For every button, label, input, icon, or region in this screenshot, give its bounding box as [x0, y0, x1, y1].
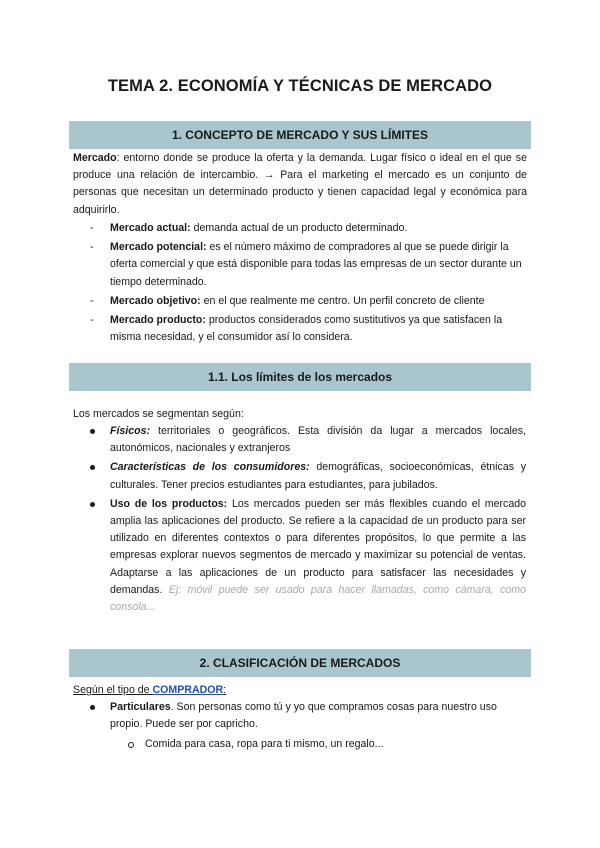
item-text: es el número máximo de compradores al que se puede dirigir la oferta comercial y que está disponible para todas las empresas de un sector durante un tiempo determinado. — [110, 241, 522, 288]
text-mercado: : entorno donde se produce la oferta y la demanda. Lugar físico o ideal en el que se produce una relación de intercambio. → Para el marketing el mercado es un conjunto de personas que necesitan un determinado producto y tienen capacidad legal y económica para adquirirlo. — [73, 152, 527, 216]
item-term: Físicos: — [110, 425, 151, 437]
item-text: demográficas, socioeconómicas, étnicas y culturales. Tener precios estudiantes para estudiantes, para jubilados. — [110, 461, 526, 491]
item-text: Los mercados pueden ser más flexibles cuando el mercado amplia las aplicaciones del producto. Se refiere a la capacidad de un producto para ser utilizado en diferentes contextos o para diferentes propósitos, lo que permite a las empresas explorar nuevos segmentos de mercado y maximizar su potencial de ventas. Adaptarse a las aplicaciones de un producto para satisfacer las necesidades y demandas. — [110, 497, 526, 596]
item-text: Comida para casa, ropa para ti mismo, un regalo... — [145, 738, 384, 750]
section-heading-1: 1. CONCEPTO DE MERCADO Y SUS LÍMITES — [69, 121, 531, 149]
subtitle-comprador — [73, 682, 527, 699]
list-item — [110, 423, 526, 457]
list-item: - Mercado potencial: es el número máximo de compradores al que se puede dirigir la oferta comercial y que está disponible para todas las empresas de un sector durante un tiempo determinado. — [90, 241, 522, 288]
item-term: Mercado objetivo: — [110, 294, 201, 307]
list-item: - Mercado objetivo: en el que realmente me centro. Un perfil concreto de cliente — [90, 294, 485, 307]
list-item — [145, 736, 525, 753]
hollow-bullet-icon — [128, 742, 134, 748]
item-term: Uso de los productos: — [110, 497, 228, 510]
item-text: . Son personas como tú y yo que compramos cosas para nuestro uso propio. Puede ser por capricho. — [110, 701, 497, 731]
item-text: territoriales o geográficos. Esta división da lugar a mercados locales, autonómicos, nacionales y extranjeros — [110, 425, 526, 455]
list-comprador — [110, 699, 526, 733]
item-term: Mercado actual: — [110, 222, 191, 234]
bullet-icon — [90, 705, 95, 710]
term-mercado: Mercado — [73, 152, 117, 164]
paragraph-segmentan: Los mercados se segmentan según: — [73, 408, 244, 420]
item-text: productos considerados como sustitutivos ya que satisfacen la misma necesidad, y el consumidor así lo considera. — [110, 314, 503, 344]
list-item: - Mercado producto: productos considerados como sustitutivos ya que satisfacen la misma necesidad, y el consumidor así lo considera. — [90, 314, 503, 344]
list-item — [110, 496, 526, 616]
list-tipos-mercado — [90, 220, 526, 346]
paragraph-mercado — [73, 150, 527, 219]
list-item — [110, 459, 526, 493]
item-term: Mercado producto: — [110, 314, 206, 327]
subtitle-suffix: : — [223, 684, 227, 696]
item-text: demanda actual de un producto determinado. — [190, 222, 408, 234]
list-limites — [110, 423, 526, 616]
sublist-particulares — [145, 736, 525, 753]
item-term: Características de los consumidores: — [110, 461, 310, 474]
item-term: Mercado potencial: — [110, 241, 207, 254]
bullet-icon — [90, 502, 95, 507]
comprador-link[interactable]: COMPRADOR — [152, 684, 224, 696]
section-heading-1-1: 1.1. Los límites de los mercados — [69, 363, 531, 391]
list-item — [110, 699, 526, 733]
bullet-icon — [90, 429, 95, 434]
subtitle-prefix: Según el tipo de — [73, 684, 153, 696]
item-text: en el que realmente me centro. Un perfil concreto de cliente — [200, 294, 485, 307]
item-example: Ej: móvil puede ser usado para hacer llamadas, como cámara, como consola... — [110, 583, 526, 614]
list-item: - Mercado actual: demanda actual de un producto determinado. — [90, 222, 408, 234]
document-title: TEMA 2. ECONOMÍA Y TÉCNICAS DE MERCADO — [107, 77, 493, 95]
item-term: Particulares — [110, 701, 171, 713]
section-heading-2: 2. CLASIFICACIÓN DE MERCADOS — [69, 649, 531, 677]
bullet-icon — [90, 465, 95, 470]
